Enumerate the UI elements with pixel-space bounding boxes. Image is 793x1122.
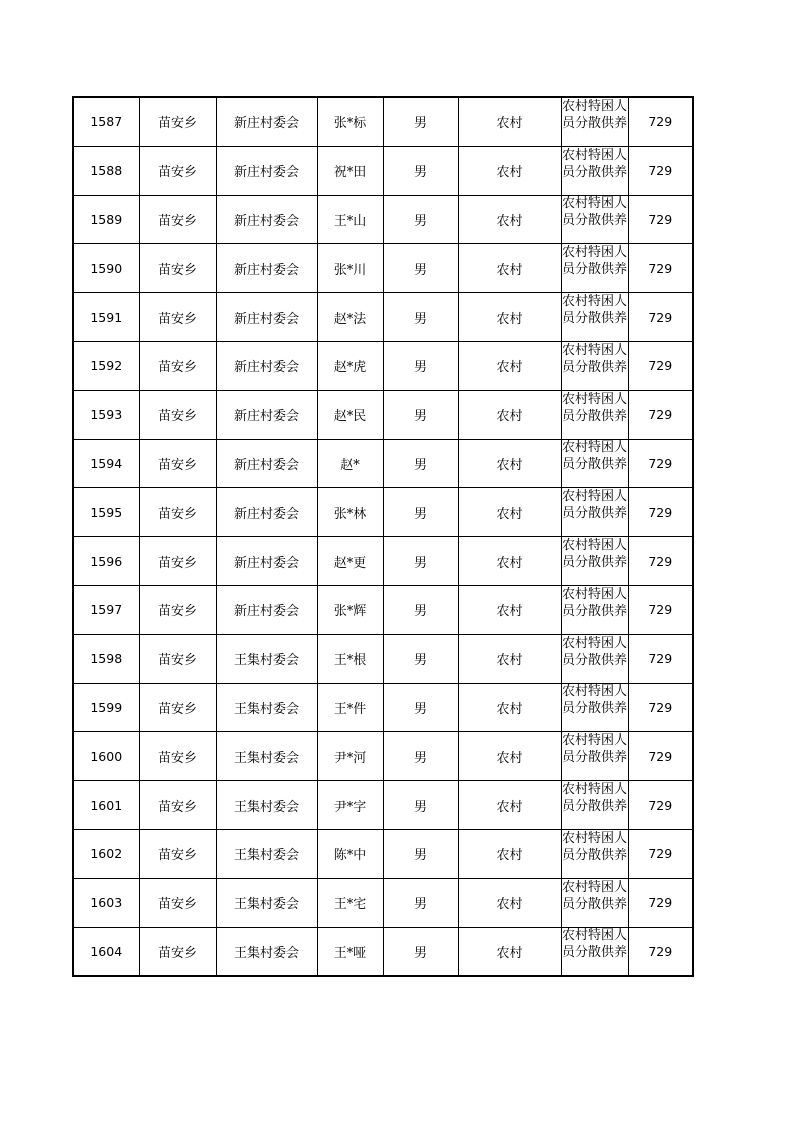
cell-gender: 男 <box>383 341 458 390</box>
cell-township: 苗安乡 <box>139 781 216 830</box>
table-body <box>73 97 693 976</box>
cell-category <box>561 585 628 634</box>
cell-area: 农村 <box>458 732 561 781</box>
table-row <box>73 781 693 830</box>
cell-gender: 男 <box>383 829 458 878</box>
cell-category-text: 农村特困人员分散供养 <box>561 879 627 912</box>
cell-gender: 男 <box>383 927 458 976</box>
cell-category-text: 农村特困人员分散供养 <box>561 586 627 619</box>
cell-village: 王集村委会 <box>216 732 317 781</box>
cell-area: 农村 <box>458 195 561 244</box>
cell-village: 王集村委会 <box>216 683 317 732</box>
cell-name: 王*根 <box>317 634 383 683</box>
cell-category-text: 农村特困人员分散供养 <box>561 635 627 668</box>
cell-area: 农村 <box>458 927 561 976</box>
cell-category <box>561 146 628 195</box>
cell-category-text: 农村特困人员分散供养 <box>561 391 627 424</box>
cell-category <box>561 244 628 293</box>
table-row <box>73 634 693 683</box>
cell-township: 苗安乡 <box>139 390 216 439</box>
cell-gender: 男 <box>383 97 458 146</box>
cell-gender: 男 <box>383 537 458 586</box>
cell-amount: 729 <box>628 146 693 195</box>
cell-category <box>561 195 628 244</box>
cell-village: 新庄村委会 <box>216 195 317 244</box>
cell-id: 1588 <box>73 146 139 195</box>
cell-gender: 男 <box>383 390 458 439</box>
cell-township: 苗安乡 <box>139 585 216 634</box>
table-row <box>73 439 693 488</box>
cell-id: 1591 <box>73 293 139 342</box>
cell-category <box>561 781 628 830</box>
cell-id: 1604 <box>73 927 139 976</box>
cell-township: 苗安乡 <box>139 244 216 293</box>
cell-area: 农村 <box>458 439 561 488</box>
cell-category-text: 农村特困人员分散供养 <box>561 928 627 961</box>
cell-category-text: 农村特困人员分散供养 <box>561 733 627 766</box>
cell-area: 农村 <box>458 634 561 683</box>
cell-category-text: 农村特困人员分散供养 <box>561 538 627 571</box>
table-row <box>73 293 693 342</box>
cell-village: 新庄村委会 <box>216 390 317 439</box>
cell-amount: 729 <box>628 97 693 146</box>
table-row <box>73 195 693 244</box>
cell-village: 新庄村委会 <box>216 488 317 537</box>
cell-category <box>561 488 628 537</box>
cell-name: 祝*田 <box>317 146 383 195</box>
cell-name: 赵*虎 <box>317 341 383 390</box>
cell-village: 王集村委会 <box>216 781 317 830</box>
cell-amount: 729 <box>628 829 693 878</box>
cell-category <box>561 537 628 586</box>
table-row <box>73 97 693 146</box>
cell-amount: 729 <box>628 585 693 634</box>
cell-name: 张*川 <box>317 244 383 293</box>
table-row <box>73 732 693 781</box>
cell-area: 农村 <box>458 878 561 927</box>
cell-category-text: 农村特困人员分散供养 <box>561 98 627 131</box>
cell-category <box>561 439 628 488</box>
cell-village: 新庄村委会 <box>216 293 317 342</box>
cell-name: 王*山 <box>317 195 383 244</box>
cell-id: 1595 <box>73 488 139 537</box>
cell-id: 1600 <box>73 732 139 781</box>
cell-category <box>561 927 628 976</box>
cell-category-text: 农村特困人员分散供养 <box>561 489 627 522</box>
cell-amount: 729 <box>628 927 693 976</box>
cell-township: 苗安乡 <box>139 439 216 488</box>
cell-area: 农村 <box>458 488 561 537</box>
cell-amount: 729 <box>628 781 693 830</box>
cell-township: 苗安乡 <box>139 683 216 732</box>
beneficiary-table <box>72 96 694 977</box>
cell-township: 苗安乡 <box>139 293 216 342</box>
cell-category <box>561 341 628 390</box>
cell-area: 农村 <box>458 341 561 390</box>
cell-id: 1589 <box>73 195 139 244</box>
cell-id: 1602 <box>73 829 139 878</box>
cell-area: 农村 <box>458 683 561 732</box>
cell-village: 新庄村委会 <box>216 97 317 146</box>
cell-category <box>561 878 628 927</box>
cell-id: 1601 <box>73 781 139 830</box>
cell-gender: 男 <box>383 634 458 683</box>
cell-amount: 729 <box>628 732 693 781</box>
cell-category-text: 农村特困人员分散供养 <box>561 782 627 815</box>
cell-id: 1599 <box>73 683 139 732</box>
cell-township: 苗安乡 <box>139 537 216 586</box>
cell-village: 新庄村委会 <box>216 439 317 488</box>
cell-name: 王*宅 <box>317 878 383 927</box>
cell-township: 苗安乡 <box>139 195 216 244</box>
table-row <box>73 146 693 195</box>
table-row <box>73 878 693 927</box>
cell-category-text: 农村特困人员分散供养 <box>561 294 627 327</box>
cell-amount: 729 <box>628 537 693 586</box>
cell-category <box>561 97 628 146</box>
cell-id: 1593 <box>73 390 139 439</box>
cell-gender: 男 <box>383 146 458 195</box>
cell-amount: 729 <box>628 488 693 537</box>
cell-gender: 男 <box>383 732 458 781</box>
table-row <box>73 829 693 878</box>
cell-village: 王集村委会 <box>216 878 317 927</box>
cell-area: 农村 <box>458 97 561 146</box>
cell-id: 1603 <box>73 878 139 927</box>
cell-gender: 男 <box>383 878 458 927</box>
cell-gender: 男 <box>383 293 458 342</box>
cell-township: 苗安乡 <box>139 634 216 683</box>
cell-name: 王*件 <box>317 683 383 732</box>
cell-name: 赵*法 <box>317 293 383 342</box>
cell-category-text: 农村特困人员分散供养 <box>561 830 627 863</box>
cell-gender: 男 <box>383 195 458 244</box>
cell-name: 张*标 <box>317 97 383 146</box>
table-row <box>73 390 693 439</box>
cell-category <box>561 732 628 781</box>
cell-village: 新庄村委会 <box>216 585 317 634</box>
cell-id: 1596 <box>73 537 139 586</box>
cell-category <box>561 390 628 439</box>
cell-gender: 男 <box>383 585 458 634</box>
cell-name: 赵*更 <box>317 537 383 586</box>
cell-category <box>561 634 628 683</box>
cell-category <box>561 829 628 878</box>
cell-area: 农村 <box>458 293 561 342</box>
cell-name: 陈*中 <box>317 829 383 878</box>
cell-id: 1587 <box>73 97 139 146</box>
cell-amount: 729 <box>628 341 693 390</box>
cell-name: 赵*民 <box>317 390 383 439</box>
table-row <box>73 927 693 976</box>
cell-category <box>561 293 628 342</box>
cell-category-text: 农村特困人员分散供养 <box>561 440 627 473</box>
cell-amount: 729 <box>628 293 693 342</box>
cell-village: 王集村委会 <box>216 634 317 683</box>
cell-gender: 男 <box>383 683 458 732</box>
cell-amount: 729 <box>628 634 693 683</box>
cell-area: 农村 <box>458 829 561 878</box>
table-row <box>73 585 693 634</box>
cell-gender: 男 <box>383 488 458 537</box>
cell-category-text: 农村特困人员分散供养 <box>561 147 627 180</box>
cell-village: 王集村委会 <box>216 829 317 878</box>
cell-village: 新庄村委会 <box>216 146 317 195</box>
cell-category-text: 农村特困人员分散供养 <box>561 684 627 717</box>
cell-amount: 729 <box>628 390 693 439</box>
cell-amount: 729 <box>628 244 693 293</box>
cell-id: 1598 <box>73 634 139 683</box>
cell-township: 苗安乡 <box>139 878 216 927</box>
table-row <box>73 537 693 586</box>
cell-township: 苗安乡 <box>139 488 216 537</box>
cell-category-text: 农村特困人员分散供养 <box>561 245 627 278</box>
cell-amount: 729 <box>628 195 693 244</box>
cell-area: 农村 <box>458 585 561 634</box>
cell-name: 尹*河 <box>317 732 383 781</box>
cell-category-text: 农村特困人员分散供养 <box>561 196 627 229</box>
table-row <box>73 244 693 293</box>
cell-name: 赵* <box>317 439 383 488</box>
cell-area: 农村 <box>458 537 561 586</box>
cell-township: 苗安乡 <box>139 146 216 195</box>
cell-township: 苗安乡 <box>139 97 216 146</box>
cell-category <box>561 683 628 732</box>
cell-area: 农村 <box>458 390 561 439</box>
cell-gender: 男 <box>383 439 458 488</box>
cell-township: 苗安乡 <box>139 732 216 781</box>
cell-amount: 729 <box>628 683 693 732</box>
cell-gender: 男 <box>383 244 458 293</box>
cell-village: 王集村委会 <box>216 927 317 976</box>
cell-name: 尹*字 <box>317 781 383 830</box>
cell-amount: 729 <box>628 439 693 488</box>
cell-village: 新庄村委会 <box>216 537 317 586</box>
cell-township: 苗安乡 <box>139 927 216 976</box>
cell-village: 新庄村委会 <box>216 244 317 293</box>
cell-id: 1594 <box>73 439 139 488</box>
cell-gender: 男 <box>383 781 458 830</box>
cell-name: 王*哑 <box>317 927 383 976</box>
cell-id: 1592 <box>73 341 139 390</box>
cell-name: 张*辉 <box>317 585 383 634</box>
cell-township: 苗安乡 <box>139 829 216 878</box>
cell-area: 农村 <box>458 244 561 293</box>
table-row <box>73 341 693 390</box>
table-row <box>73 683 693 732</box>
cell-village: 新庄村委会 <box>216 341 317 390</box>
cell-township: 苗安乡 <box>139 341 216 390</box>
cell-area: 农村 <box>458 146 561 195</box>
cell-area: 农村 <box>458 781 561 830</box>
cell-name: 张*林 <box>317 488 383 537</box>
cell-id: 1590 <box>73 244 139 293</box>
table-row <box>73 488 693 537</box>
cell-id: 1597 <box>73 585 139 634</box>
cell-amount: 729 <box>628 878 693 927</box>
cell-category-text: 农村特困人员分散供养 <box>561 342 627 375</box>
